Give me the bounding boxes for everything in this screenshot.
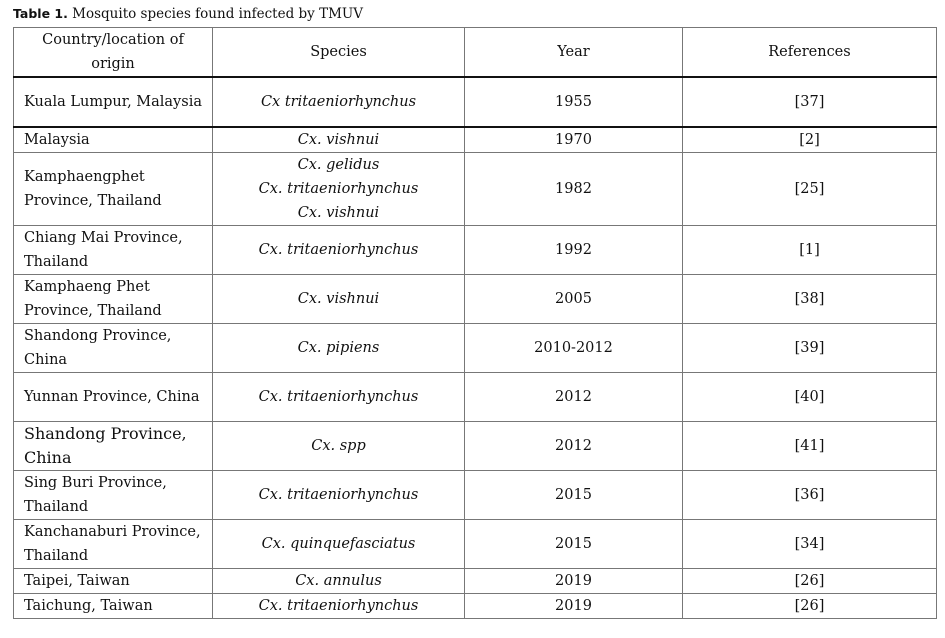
cell-year: 2005 bbox=[465, 275, 683, 324]
table-body bbox=[14, 77, 937, 619]
cell-year: 1982 bbox=[465, 153, 683, 226]
header-species: Species bbox=[213, 28, 465, 78]
table-row bbox=[14, 324, 937, 373]
cell-reference: [37] bbox=[683, 77, 937, 127]
cell-reference: [1] bbox=[683, 226, 937, 275]
species-name: Cx. pipiens bbox=[297, 340, 380, 356]
table-row bbox=[14, 594, 937, 619]
cell-location: Yunnan Province, China bbox=[14, 373, 213, 422]
cell-reference: [26] bbox=[683, 569, 937, 594]
species-name: Cx tritaeniorhynchus bbox=[260, 94, 417, 110]
cell-reference: [41] bbox=[683, 422, 937, 471]
cell-year: 2012 bbox=[465, 422, 683, 471]
species-name: Cx. tritaeniorhynchus bbox=[258, 487, 419, 503]
table-caption-text: Mosquito species found infected by TMUV bbox=[72, 6, 364, 22]
species-name: Cx. spp bbox=[311, 438, 366, 454]
table-header bbox=[14, 28, 937, 78]
cell-reference: [34] bbox=[683, 520, 937, 569]
species-name: Cx. tritaeniorhynchus bbox=[258, 389, 419, 405]
cell-species bbox=[213, 471, 465, 520]
table-row bbox=[14, 373, 937, 422]
cell-location: Shandong Province, China bbox=[14, 324, 213, 373]
cell-species bbox=[213, 422, 465, 471]
cell-reference: [38] bbox=[683, 275, 937, 324]
header-year: Year bbox=[465, 28, 683, 78]
cell-species bbox=[213, 594, 465, 619]
table-row bbox=[14, 77, 937, 127]
cell-year: 2015 bbox=[465, 520, 683, 569]
table-row bbox=[14, 127, 937, 153]
cell-reference: [2] bbox=[683, 127, 937, 153]
cell-species bbox=[213, 275, 465, 324]
cell-location: Kamphaengphet Province, Thailand bbox=[14, 153, 213, 226]
table-row bbox=[14, 226, 937, 275]
species-name: Cx. annulus bbox=[295, 573, 382, 589]
cell-location: Shandong Province, China bbox=[14, 422, 213, 471]
species-name: Cx. tritaeniorhynchus bbox=[258, 181, 419, 197]
species-name: Cx. tritaeniorhynchus bbox=[258, 598, 419, 614]
cell-species bbox=[213, 153, 465, 226]
cell-species bbox=[213, 520, 465, 569]
cell-year: 2010-2012 bbox=[465, 324, 683, 373]
species-name: Cx. quinquefasciatus bbox=[261, 536, 416, 552]
cell-location: Kamphaeng Phet Province, Thailand bbox=[14, 275, 213, 324]
table-row bbox=[14, 153, 937, 226]
cell-reference: [40] bbox=[683, 373, 937, 422]
table-row bbox=[14, 569, 937, 594]
cell-location: Taipei, Taiwan bbox=[14, 569, 213, 594]
cell-reference: [26] bbox=[683, 594, 937, 619]
cell-reference: [36] bbox=[683, 471, 937, 520]
table-caption bbox=[13, 6, 363, 22]
header-country: Country/location of origin bbox=[14, 28, 213, 78]
cell-year: 1992 bbox=[465, 226, 683, 275]
cell-species bbox=[213, 226, 465, 275]
cell-location: Chiang Mai Province, Thailand bbox=[14, 226, 213, 275]
cell-species bbox=[213, 127, 465, 153]
cell-location: Sing Buri Province, Thailand bbox=[14, 471, 213, 520]
species-table bbox=[13, 27, 937, 619]
cell-species bbox=[213, 373, 465, 422]
cell-location: Malaysia bbox=[14, 127, 213, 153]
cell-year: 2012 bbox=[465, 373, 683, 422]
species-name: Cx. gelidus bbox=[297, 157, 380, 173]
species-name: Cx. vishnui bbox=[297, 205, 380, 221]
cell-species bbox=[213, 569, 465, 594]
species-name: Cx. vishnui bbox=[297, 132, 380, 148]
table-row bbox=[14, 520, 937, 569]
table-row bbox=[14, 471, 937, 520]
cell-year: 1970 bbox=[465, 127, 683, 153]
cell-year: 2019 bbox=[465, 569, 683, 594]
cell-location: Kanchanaburi Province, Thailand bbox=[14, 520, 213, 569]
cell-year: 1955 bbox=[465, 77, 683, 127]
table-row bbox=[14, 422, 937, 471]
table-row bbox=[14, 275, 937, 324]
cell-reference: [25] bbox=[683, 153, 937, 226]
species-name: Cx. vishnui bbox=[297, 291, 380, 307]
cell-location: Kuala Lumpur, Malaysia bbox=[14, 77, 213, 127]
cell-year: 2015 bbox=[465, 471, 683, 520]
cell-reference: [39] bbox=[683, 324, 937, 373]
header-references: References bbox=[683, 28, 937, 78]
cell-location: Taichung, Taiwan bbox=[14, 594, 213, 619]
table-caption-label: Table 1. bbox=[13, 6, 68, 21]
cell-species bbox=[213, 77, 465, 127]
cell-year: 2019 bbox=[465, 594, 683, 619]
species-name: Cx. tritaeniorhynchus bbox=[258, 242, 419, 258]
cell-species bbox=[213, 324, 465, 373]
